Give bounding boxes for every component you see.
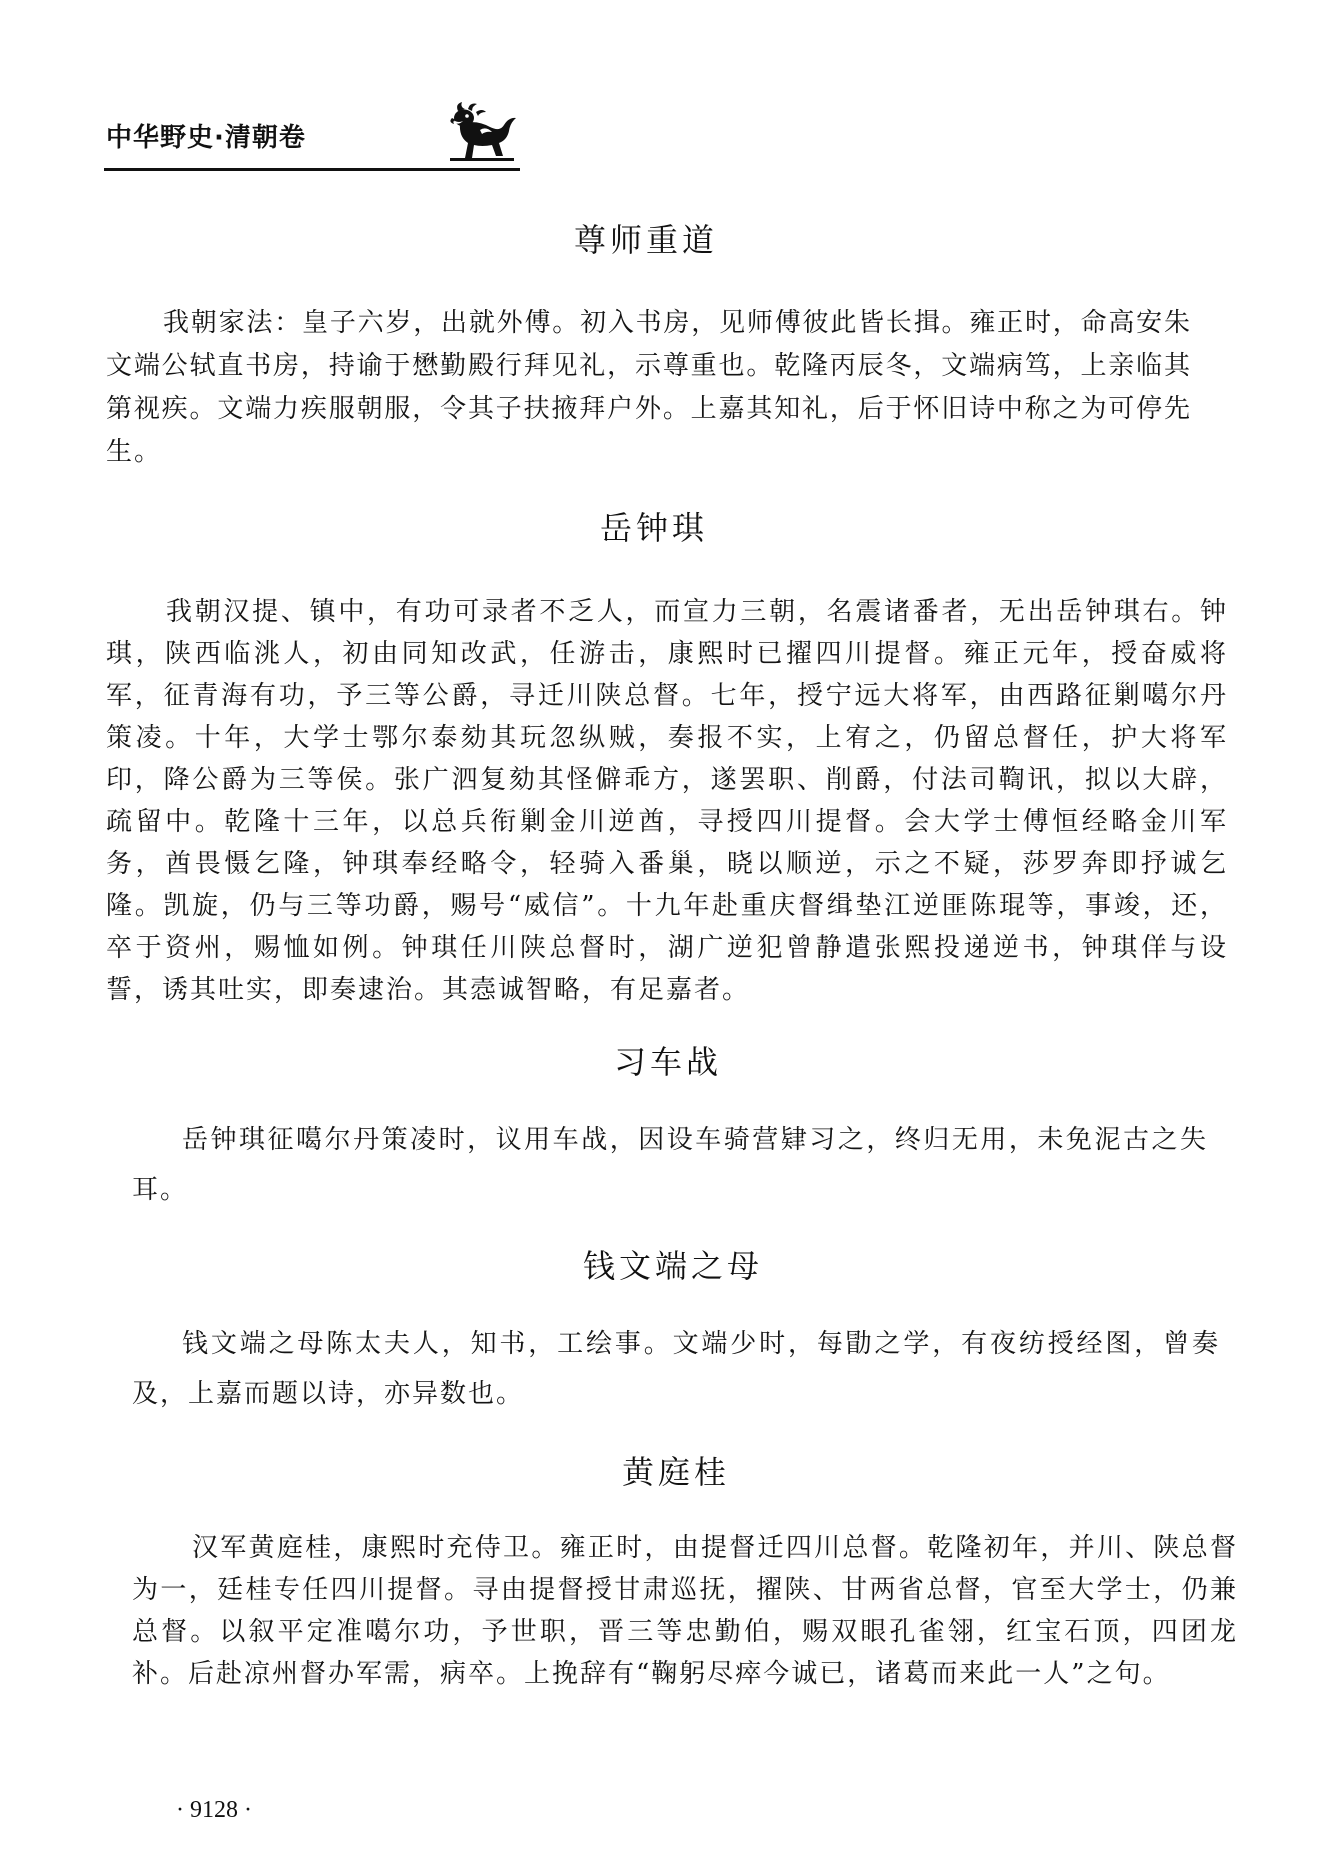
text-line: 琪，陕西临洮人，初由同知改武，任游击，康熙时已擢四川提督。雍正元年，授奋威将 xyxy=(106,639,1226,669)
text-line: 钱文端之母陈太夫人，知书，工绘事。文端少时，每勖之学，有夜纺授经图，曾奏 xyxy=(182,1329,1218,1359)
text-line: 卒于资州，赐恤如例。钟琪任川陕总督时，湖广逆犯曾静遣张熙投递逆书，钟琪佯与设 xyxy=(106,933,1226,963)
text-line: 总督。以叙平定准噶尔功，予世职，晋三等忠勤伯，赐双眼孔雀翎，红宝石顶，四团龙 xyxy=(132,1617,1236,1647)
text-line: 文端公轼直书房，持谕于懋勤殿行拜见礼，示尊重也。乾隆丙辰冬，文端病笃，上亲临其 xyxy=(106,351,1190,381)
text-line: 汉军黄庭桂，康熙时充侍卫。雍正时，由提督迁四川总督。乾隆初年，并川、陕总督 xyxy=(192,1533,1236,1563)
text-line: 耳。 xyxy=(132,1175,189,1205)
text-line: 岳钟琪征噶尔丹策凌时，议用车战，因设车骑营肄习之，终归无用，未免泥古之失 xyxy=(182,1125,1206,1155)
page-number: · 9128 · xyxy=(176,1797,252,1823)
text-line: 生。 xyxy=(106,437,163,467)
text-line: 及，上嘉而题以诗，亦异数也。 xyxy=(132,1379,525,1409)
text-line: 疏留中。乾隆十三年，以总兵衔剿金川逆酋，寻授四川提督。会大学士傅恒经略金川军 xyxy=(106,807,1226,837)
text-line: 补。后赴凉州督办军需，病卒。上挽辞有“鞠躬尽瘁今诚已，诸葛而来此一人”之句。 xyxy=(132,1659,1171,1689)
text-line: 隆。凯旋，仍与三等功爵，赐号“威信”。十九年赴重庆督缉垫江逆匪陈琨等，事竣，还， xyxy=(106,891,1226,921)
section-title: 黄庭桂 xyxy=(621,1453,730,1491)
text-line: 军，征青海有功，予三等公爵，寻迁川陕总督。七年，授宁远大将军，由西路征剿噶尔丹 xyxy=(106,681,1226,711)
section-title: 岳钟琪 xyxy=(599,509,708,547)
text-line: 第视疾。文端力疾服朝服，令其子扶掖拜户外。上嘉其知礼，后于怀旧诗中称之为可停先 xyxy=(106,394,1190,424)
text-line: 誓，诱其吐实，即奏逮治。其悫诚智略，有足嘉者。 xyxy=(106,975,751,1005)
section-title: 尊师重道 xyxy=(573,221,718,259)
text-line: 策凌。十年，大学士鄂尔泰劾其玩忽纵贼，奏报不实，上宥之，仍留总督任，护大将军 xyxy=(106,723,1226,753)
paragraph xyxy=(106,591,1226,1011)
text-line: 我朝汉提、镇中，有功可录者不乏人，而宣力三朝，名震诸番者，无出岳钟琪右。钟 xyxy=(166,597,1226,627)
section-title: 习车战 xyxy=(613,1043,722,1081)
section-title: 钱文端之母 xyxy=(582,1247,763,1285)
running-header-title: 中华野史·清朝卷 xyxy=(106,123,306,153)
paragraph xyxy=(132,1115,1206,1215)
dragon-emblem-graphic xyxy=(446,102,518,162)
text-line: 印，降公爵为三等侯。张广泗复劾其怪僻乖方，遂罢职、削爵，付法司鞫讯，拟以大辟， xyxy=(106,765,1226,795)
text-line: 为一，廷桂专任四川提督。寻由提督授甘肃巡抚，擢陕、甘两省总督，官至大学士，仍兼 xyxy=(132,1575,1236,1605)
text-line: 务，酋畏慑乞隆，钟琪奉经略令，轻骑入番巢，晓以顺逆，示之不疑，莎罗奔即抒诚乞 xyxy=(106,849,1226,879)
paragraph xyxy=(132,1319,1218,1419)
dragon-emblem-icon xyxy=(446,102,518,162)
header-rule xyxy=(104,168,520,171)
text-line: 我朝家法：皇子六岁，出就外傅。初入书房，见师傅彼此皆长揖。雍正时，命高安朱 xyxy=(163,308,1190,338)
paragraph xyxy=(106,302,1190,474)
paragraph xyxy=(132,1527,1236,1695)
